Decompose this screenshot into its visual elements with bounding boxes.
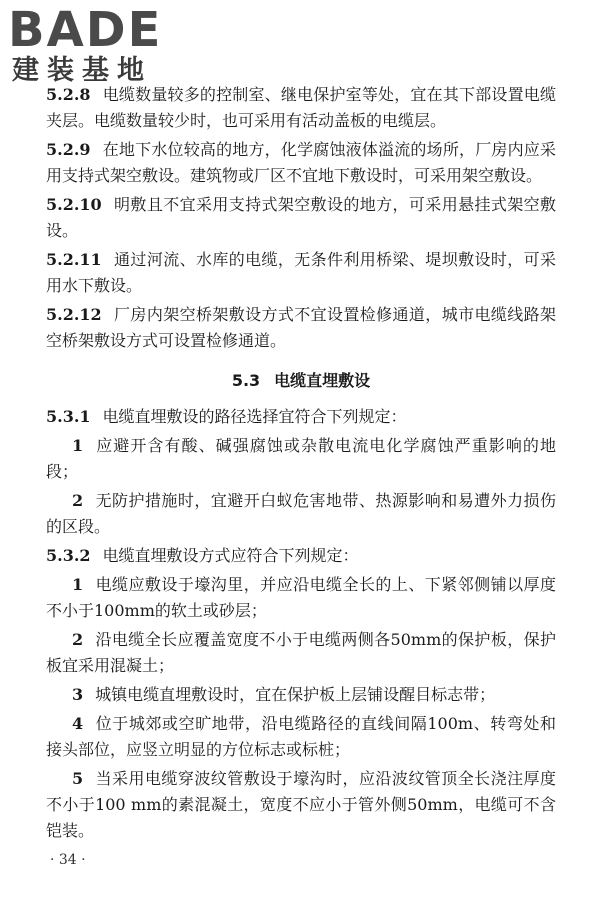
page-body <box>46 82 556 844</box>
item-number: 2 <box>72 630 84 649</box>
clause-text: 明敷且不宜采用支持式架空敷设的地方，可采用悬挂式架空敷设。 <box>46 195 556 240</box>
list-item <box>46 433 556 485</box>
clause-5-2-10 <box>46 192 556 244</box>
clause-5-3-1 <box>46 404 556 430</box>
section-title: 电缆直埋敷设 <box>274 371 371 390</box>
list-item <box>46 627 556 679</box>
clause-text: 电缆直埋敷设方式应符合下列规定： <box>102 546 359 565</box>
watermark-logo <box>8 4 183 88</box>
item-text: 当采用电缆穿波纹管敷设于壕沟时，应沿波纹管顶全长浇注厚度不小于100 mm的素混凝土，宽度不应小于管外侧50mm，电缆可不含铠装。 <box>46 769 556 840</box>
clause-5-2-11 <box>46 247 556 299</box>
clause-text: 电缆数量较多的控制室、继电保护室等处，宜在其下部设置电缆夹层。电缆数量较少时，也可采用有活动盖板的电缆层。 <box>46 85 556 130</box>
watermark-cjk: 建装基地 <box>12 55 152 86</box>
clause-number: 5.3.1 <box>46 407 91 426</box>
item-text: 城镇电缆直埋敷设时，宜在保护板上层铺设醒目标志带； <box>95 685 496 704</box>
clause-text: 在地下水位较高的地方，化学腐蚀液体溢流的场所，厂房内应采用支持式架空敷设。建筑物或厂区不宜地下敷设时，可采用架空敷设。 <box>46 140 556 185</box>
item-text: 无防护措施时，宜避开白蚁危害地带、热源影响和易遭外力损伤的区段。 <box>46 491 556 536</box>
clause-5-2-9 <box>46 137 556 189</box>
clause-5-2-12 <box>46 302 556 354</box>
item-number: 3 <box>72 685 84 704</box>
section-number: 5.3 <box>231 371 261 390</box>
watermark-latin: BADE <box>8 2 163 58</box>
item-text: 位于城郊或空旷地带，沿电缆路径的直线间隔100m、转弯处和接头部位，应竖立明显的方位标志或标桩； <box>46 714 556 759</box>
list-item <box>46 488 556 540</box>
page-number: · 34 · <box>50 852 86 868</box>
list-item <box>46 682 556 708</box>
item-number: 1 <box>72 575 84 594</box>
clause-text: 电缆直埋敷设的路径选择宜符合下列规定： <box>102 407 407 426</box>
item-text: 电缆应敷设于壕沟里，并应沿电缆全长的上、下紧邻侧铺以厚度不小于100mm的软土或砂层； <box>46 575 556 620</box>
list-item <box>46 711 556 763</box>
list-item <box>46 572 556 624</box>
clause-number: 5.2.12 <box>46 305 102 324</box>
clause-number: 5.2.10 <box>46 195 102 214</box>
clause-number: 5.3.2 <box>46 546 91 565</box>
list-item <box>46 766 556 844</box>
item-text: 沿电缆全长应覆盖宽度不小于电缆两侧各50mm的保护板，保护板宜采用混凝土； <box>46 630 556 675</box>
clause-number: 5.2.9 <box>46 140 91 159</box>
clause-5-2-8 <box>46 82 556 134</box>
clause-5-3-2 <box>46 543 556 569</box>
clause-number: 5.2.11 <box>46 250 102 269</box>
section-heading <box>46 368 556 394</box>
clause-text: 厂房内架空桥架敷设方式不宜设置检修通道，城市电缆线路架空桥架敷设方式可设置检修通道。 <box>46 305 556 350</box>
item-number: 5 <box>72 769 84 788</box>
item-number: 1 <box>72 436 84 455</box>
clause-number: 5.2.8 <box>46 85 91 104</box>
clause-text: 通过河流、水库的电缆，无条件利用桥梁、堤坝敷设时，可采用水下敷设。 <box>46 250 556 295</box>
item-number: 2 <box>72 491 84 510</box>
item-text: 应避开含有酸、碱强腐蚀或杂散电流电化学腐蚀严重影响的地段； <box>46 436 556 481</box>
item-number: 4 <box>72 714 84 733</box>
